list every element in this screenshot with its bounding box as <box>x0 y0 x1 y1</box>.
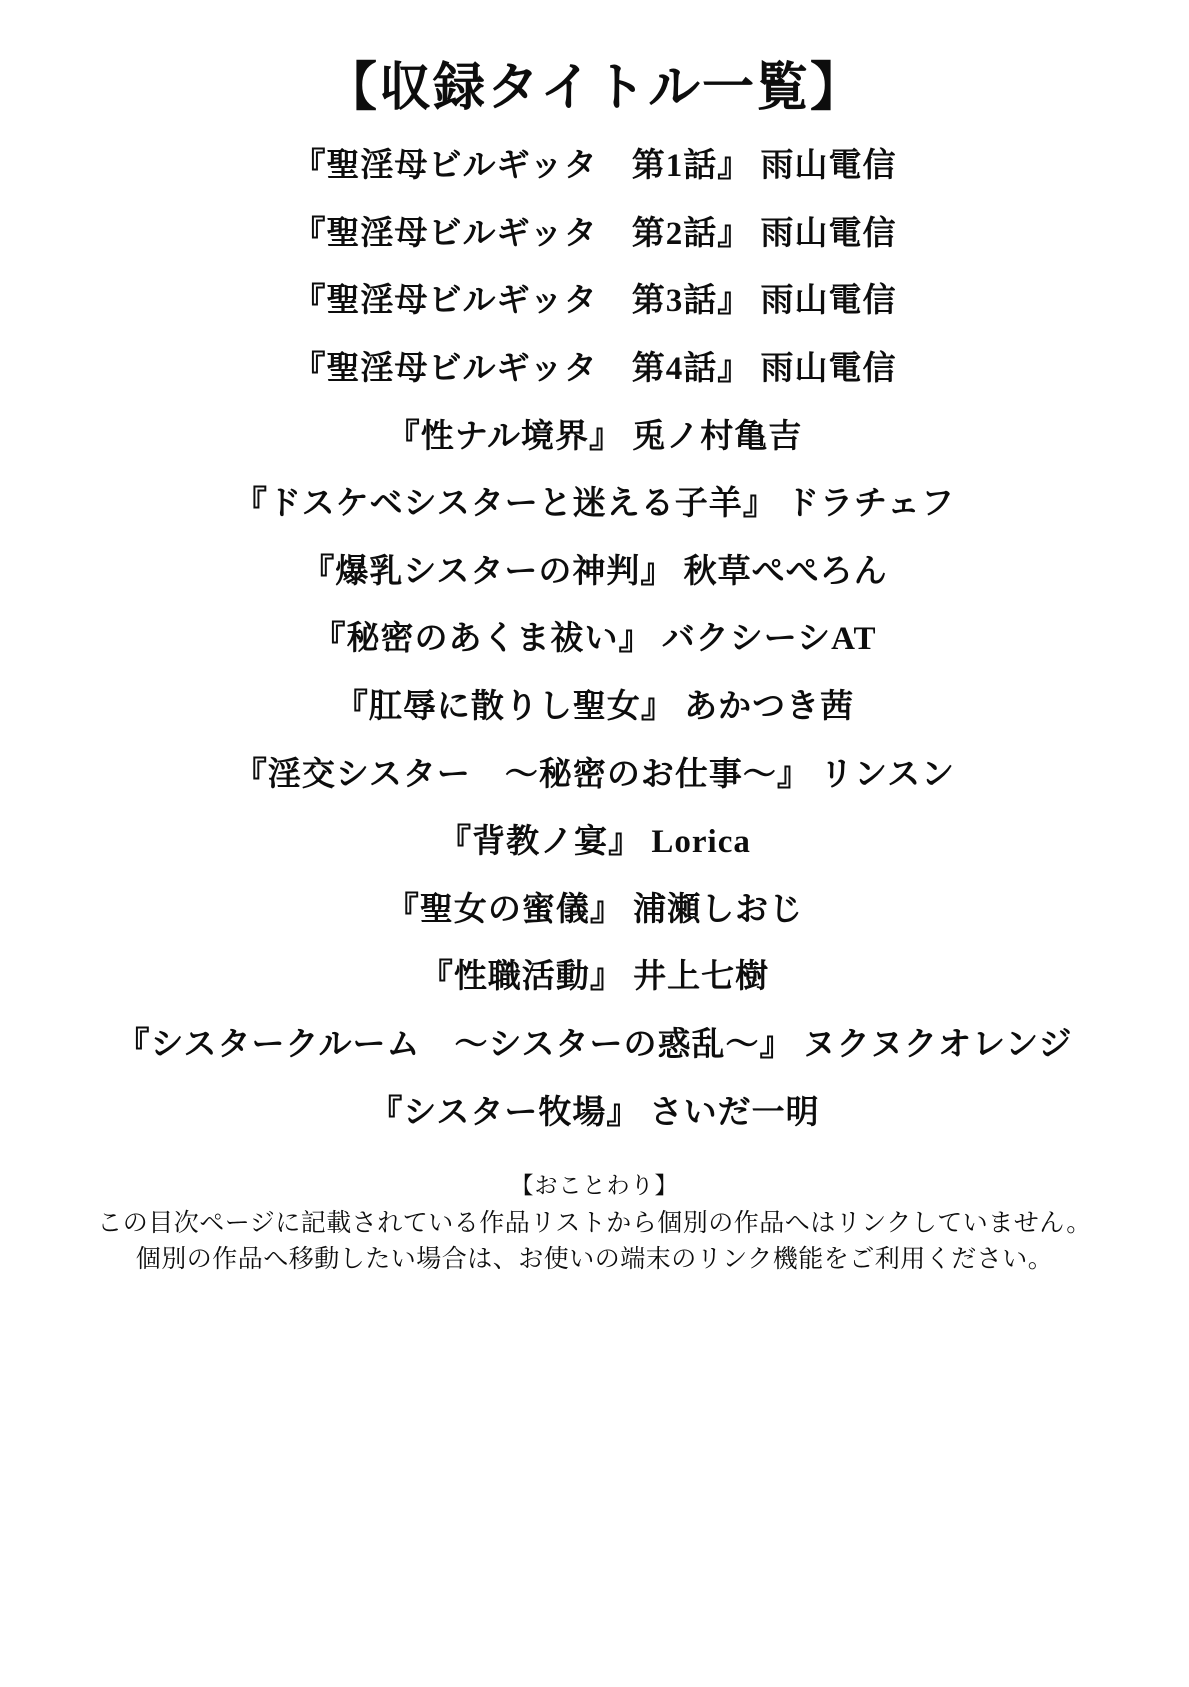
notice-heading: 【おことわり】 <box>510 1173 679 1199</box>
list-item: 『秘密のあくま祓い』 バクシーシAT <box>312 621 877 658</box>
list-item: 『聖淫母ビルギッタ 第2話』 雨山電信 <box>292 215 897 252</box>
list-item: 『背教ノ宴』 Lorica <box>438 824 751 861</box>
notice-line-2: 個別の作品へ移動したい場合は、お使いの端末のリンク機能をご利用ください。 <box>135 1246 1054 1274</box>
notice-block <box>40 1167 1149 1279</box>
list-item: 『聖女の蜜儀』 浦瀬しおじ <box>385 891 804 928</box>
list-item: 『性ナル境界』 兎ノ村亀吉 <box>386 418 803 455</box>
list-item: 『性職活動』 井上七樹 <box>419 959 770 996</box>
list-item: 『聖淫母ビルギッタ 第1話』 雨山電信 <box>292 148 897 185</box>
list-item: 『シスター牧場』 さいだ一明 <box>369 1094 820 1131</box>
list-item: 『肛辱に散りし聖女』 あかつき茜 <box>334 688 855 725</box>
page-title: 【収録タイトル一覧】 <box>325 60 864 117</box>
notice-line-1: この目次ページに記載されている作品リストから個別の作品へはリンクしていません。 <box>97 1210 1092 1238</box>
toc-entry-list <box>40 147 1149 1161</box>
list-item: 『淫交シスター 〜秘密のお仕事〜』 リンスン <box>233 756 956 793</box>
list-item: 『シスタークルーム 〜シスターの惑乱〜』 ヌクヌクオレンジ <box>116 1026 1073 1063</box>
list-item: 『ドスケベシスターと迷える子羊』 ドラチェフ <box>234 486 955 523</box>
list-item: 『聖淫母ビルギッタ 第3話』 雨山電信 <box>292 283 897 320</box>
list-item: 『聖淫母ビルギッタ 第4話』 雨山電信 <box>292 350 897 387</box>
list-item: 『爆乳シスターの神判』 秋草ぺぺろん <box>301 553 888 590</box>
